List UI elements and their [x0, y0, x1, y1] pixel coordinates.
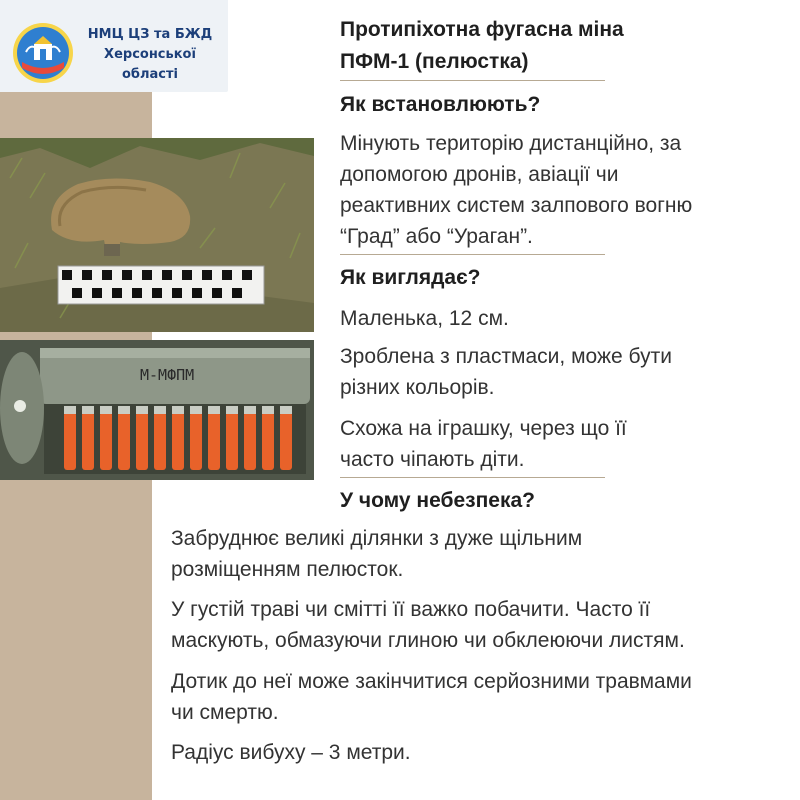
logo-line-3: області [122, 67, 178, 82]
danger-p3-line-2: чи смертю. [171, 701, 279, 724]
page-title-line-1: Протипіхотна фугасна міна [340, 18, 624, 41]
look-toy-line-1: Схожа на іграшку, через що її [340, 417, 627, 440]
mine-on-ground-illustration [0, 138, 314, 332]
section-heading-look: Як виглядає? [340, 266, 481, 289]
look-material-line-1: Зроблена з пластмаси, може бути [340, 345, 672, 368]
divider [340, 254, 605, 255]
danger-p2-line-1: У густій траві чи смітті її важко побачити. Часто її [171, 598, 651, 621]
mine-on-ground-photo [0, 138, 314, 332]
logo-text [80, 25, 220, 85]
mine-cassette-photo [0, 340, 314, 480]
section-heading-danger: У чому небезпека? [340, 489, 535, 512]
look-material-line-2: різних кольорів. [340, 376, 495, 399]
install-line-4: “Град” або “Ураган”. [340, 225, 533, 248]
logo-line-1: НМЦ ЦЗ та БЖД [87, 27, 213, 42]
look-size-text: Маленька, 12 см. [340, 307, 509, 330]
organization-emblem-icon [12, 22, 74, 84]
install-line-1: Мінують територію дистанційно, за [340, 132, 682, 155]
divider [340, 80, 605, 81]
logo-line-2: Херсонської [104, 47, 196, 62]
danger-radius-text: Радіус вибуху – 3 метри. [171, 741, 411, 764]
danger-p2-line-2: маскують, обмазуючи глиною чи обклеюючи листям. [171, 629, 685, 652]
section-heading-install: Як встановлюють? [340, 93, 541, 116]
mine-cassette-illustration [0, 340, 314, 480]
cassette-marking-label: М-МФПМ [140, 366, 195, 384]
install-line-2: допомогою дронів, авіації чи [340, 163, 619, 186]
danger-p1-line-2: розміщенням пелюсток. [171, 558, 404, 581]
danger-p3-line-1: Дотик до неї може закінчитися серйозними травмами [171, 670, 692, 693]
divider [340, 477, 605, 478]
danger-p1-line-1: Забруднює великі ділянки з дуже щільним [171, 527, 583, 550]
page-title-line-2: ПФМ-1 (пелюстка) [340, 50, 529, 73]
look-toy-line-2: часто чіпають діти. [340, 448, 525, 471]
logo-badge [0, 0, 228, 92]
install-line-3: реактивних систем залпового вогню [340, 194, 693, 217]
